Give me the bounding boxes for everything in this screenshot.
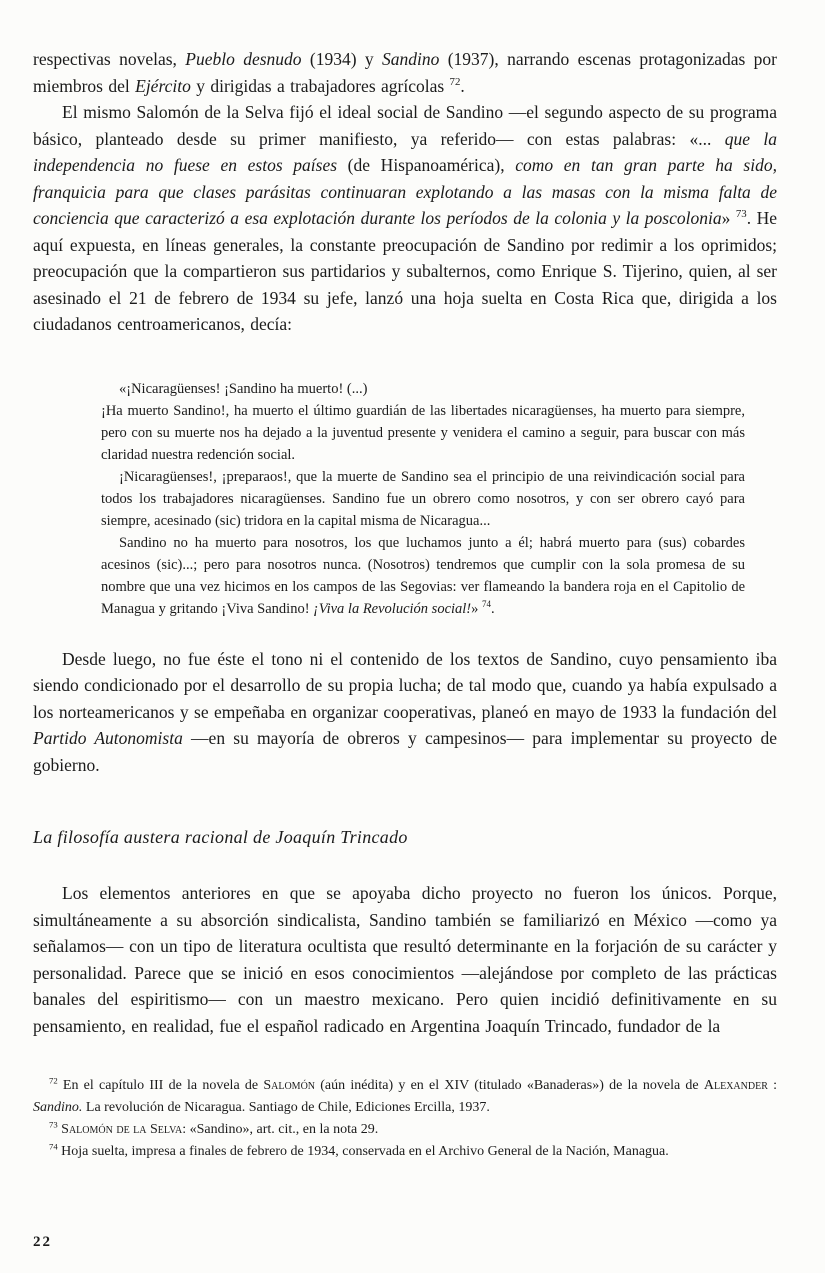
text-run: : «Sandino», art. cit., en la nota 29.	[182, 1122, 379, 1137]
footnote-74	[33, 1141, 777, 1163]
text-run: »	[471, 600, 483, 617]
text-run: Alexander	[703, 1078, 768, 1093]
page-number: 22	[33, 1234, 52, 1250]
text-run: Sandino	[381, 49, 440, 69]
footnote-72	[33, 1075, 777, 1119]
footnotes-block	[33, 1075, 777, 1163]
text-run: .	[460, 75, 465, 96]
text-run: »	[721, 208, 736, 228]
text-run: respectivas novelas,	[33, 49, 186, 69]
text-run: En el capítulo III de la novela de	[57, 1078, 264, 1093]
text-run: (aún inédita) y en el XIV (titulado «Banaderas») de la novela de	[315, 1078, 704, 1093]
text-run: y dirigidas a trabajadores agrícolas	[190, 75, 450, 96]
text-run: Hoja suelta, impresa a finales de febrero de 1934, conservada en el Archivo General de la Nación, Managua.	[57, 1144, 669, 1159]
text-run: —en su mayoría de obreros y campesinos— para implementar su proyecto de gobierno.	[33, 728, 777, 775]
footnote-ref: 74	[482, 598, 491, 609]
footnote-ref: 72	[49, 1075, 58, 1086]
footnote-ref: 73	[49, 1119, 58, 1130]
text-run: (1934) y	[301, 49, 382, 69]
section-heading: La filosofía austera racional de Joaquín Trincado	[33, 827, 408, 847]
text-run: El mismo Salomón de la Selva fijó el ideal social de Sandino —el segundo aspecto de su programa básico, planteado desde su primer manifiesto, ya referido— con estas palabras: «...	[33, 102, 777, 149]
quote-paragraph	[101, 400, 745, 466]
footnote-ref: 74	[49, 1141, 58, 1152]
text-run: La revolución de Nicaragua. Santiago de Chile, Ediciones Ercilla, 1937.	[82, 1100, 490, 1115]
text-run: Salomón de la Selva	[61, 1122, 183, 1137]
text-run: (de Hispanoamérica),	[337, 155, 516, 175]
footnote-73	[33, 1119, 777, 1141]
quote-block	[101, 378, 745, 620]
text-run: Partido Autonomista	[33, 728, 183, 748]
text-run: como en tan gran parte ha sido, franquicia para que clases parásitas continuaran explotando a las masas con la misma falta de conciencia que caracterizó a esa explotación durante los períodos de la colonia y la poscolonia	[33, 155, 777, 228]
text-run: ¡Nicaragüenses!, ¡preparaos!, que la muerte de Sandino sea el principio de una reivindicación social para todos los trabajadores nicaragüenses. Sandino fue un obrero como nosotros, y con ser obrero cayó para siempre, acesinado (sic) tridora en la capital misma de Nicaragua...	[101, 468, 745, 529]
text-run: Pueblo desnudo	[185, 49, 302, 69]
text-run: Los elementos anteriores en que se apoyaba dicho proyecto no fueron los únicos. Porque, simultáneamente a su absorción sindicalista, Sandino también se familiarizó en México —como ya señalamos— con un tipo de literatura ocultista que resultó determinante en la forjación de su carácter y personalidad. Parece que se inició en esos conocimientos —alejándose por completo de las prácticas banales del espiritismo— con un maestro mexicano. Pero quien incidió definitivamente en su pensamiento, en realidad, fue el español radicado en Argentina Joaquín Trincado, fundador de la	[33, 883, 777, 1036]
text-run: «¡Nicaragüenses! ¡Sandino ha muerto! (...)	[119, 380, 368, 397]
text-run: Sandino no ha muerto para nosotros, los que luchamos junto a él; habrá muerto para (sus) cobardes acesinos (sic)...; pero para nosotros nunca. (Nosotros) tendremos que cumplir con la sola promesa de su nombre que una vez hicimos en los campos de las Segovias: ver flameando la bandera roja en el Capitolio de Managua y gritando ¡Viva Sandino!	[101, 534, 745, 617]
text-run: ¡Viva la Revolución social!	[313, 600, 472, 617]
quote-paragraph	[101, 532, 745, 620]
paragraph-salomon	[33, 99, 777, 338]
text-run: Ejército	[135, 75, 191, 96]
quote-paragraph	[101, 466, 745, 532]
text-run: . He aquí expuesta, en líneas generales, la constante preocupación de Sandino por redimir a los oprimidos; preocupación que la compartieron sus partidarios y subalternos, como Enrique S. Tijerino, quien, al ser asesinado el 21 de febrero de 1934 su jefe, lanzó una hoja suelta en Costa Rica que, dirigida a los ciudadanos centroamericanos, decía:	[33, 208, 777, 334]
text-run: (1937), narrando escenas protagonizadas por miembros del	[33, 49, 778, 96]
paragraph-los-elementos	[33, 880, 777, 1039]
text-run: Sandino.	[33, 1100, 83, 1115]
footnote-ref: 73	[735, 208, 747, 221]
text-run: Desde luego, no fue éste el tono ni el contenido de los textos de Sandino, cuyo pensamiento iba siendo condicionado por el desarrollo de su propia lucha; de tal modo que, cuando ya había expulsado a los norteamericanos y se empeñaba en organizar cooperativas, planeó en mayo de 1933 la fundación del	[33, 648, 778, 722]
paragraph-desde-luego	[33, 646, 777, 779]
text-run: .	[491, 600, 495, 617]
quote-paragraph	[101, 378, 745, 400]
paragraph-opening	[33, 46, 777, 99]
text-run: ¡Ha muerto Sandino!, ha muerto el último guardián de las libertades nicaragüenses, ha muerto para siempre, pero con su muerte nos ha dejado a la juventud presente y venidera el camino a seguir, para buscar con más claridad nuestra redención social.	[101, 402, 745, 463]
text-run: :	[767, 1078, 777, 1093]
text-run: Salomón	[263, 1078, 316, 1093]
text-run: que la independencia no fuese en estos países	[33, 128, 777, 175]
footnote-ref: 72	[449, 75, 461, 88]
